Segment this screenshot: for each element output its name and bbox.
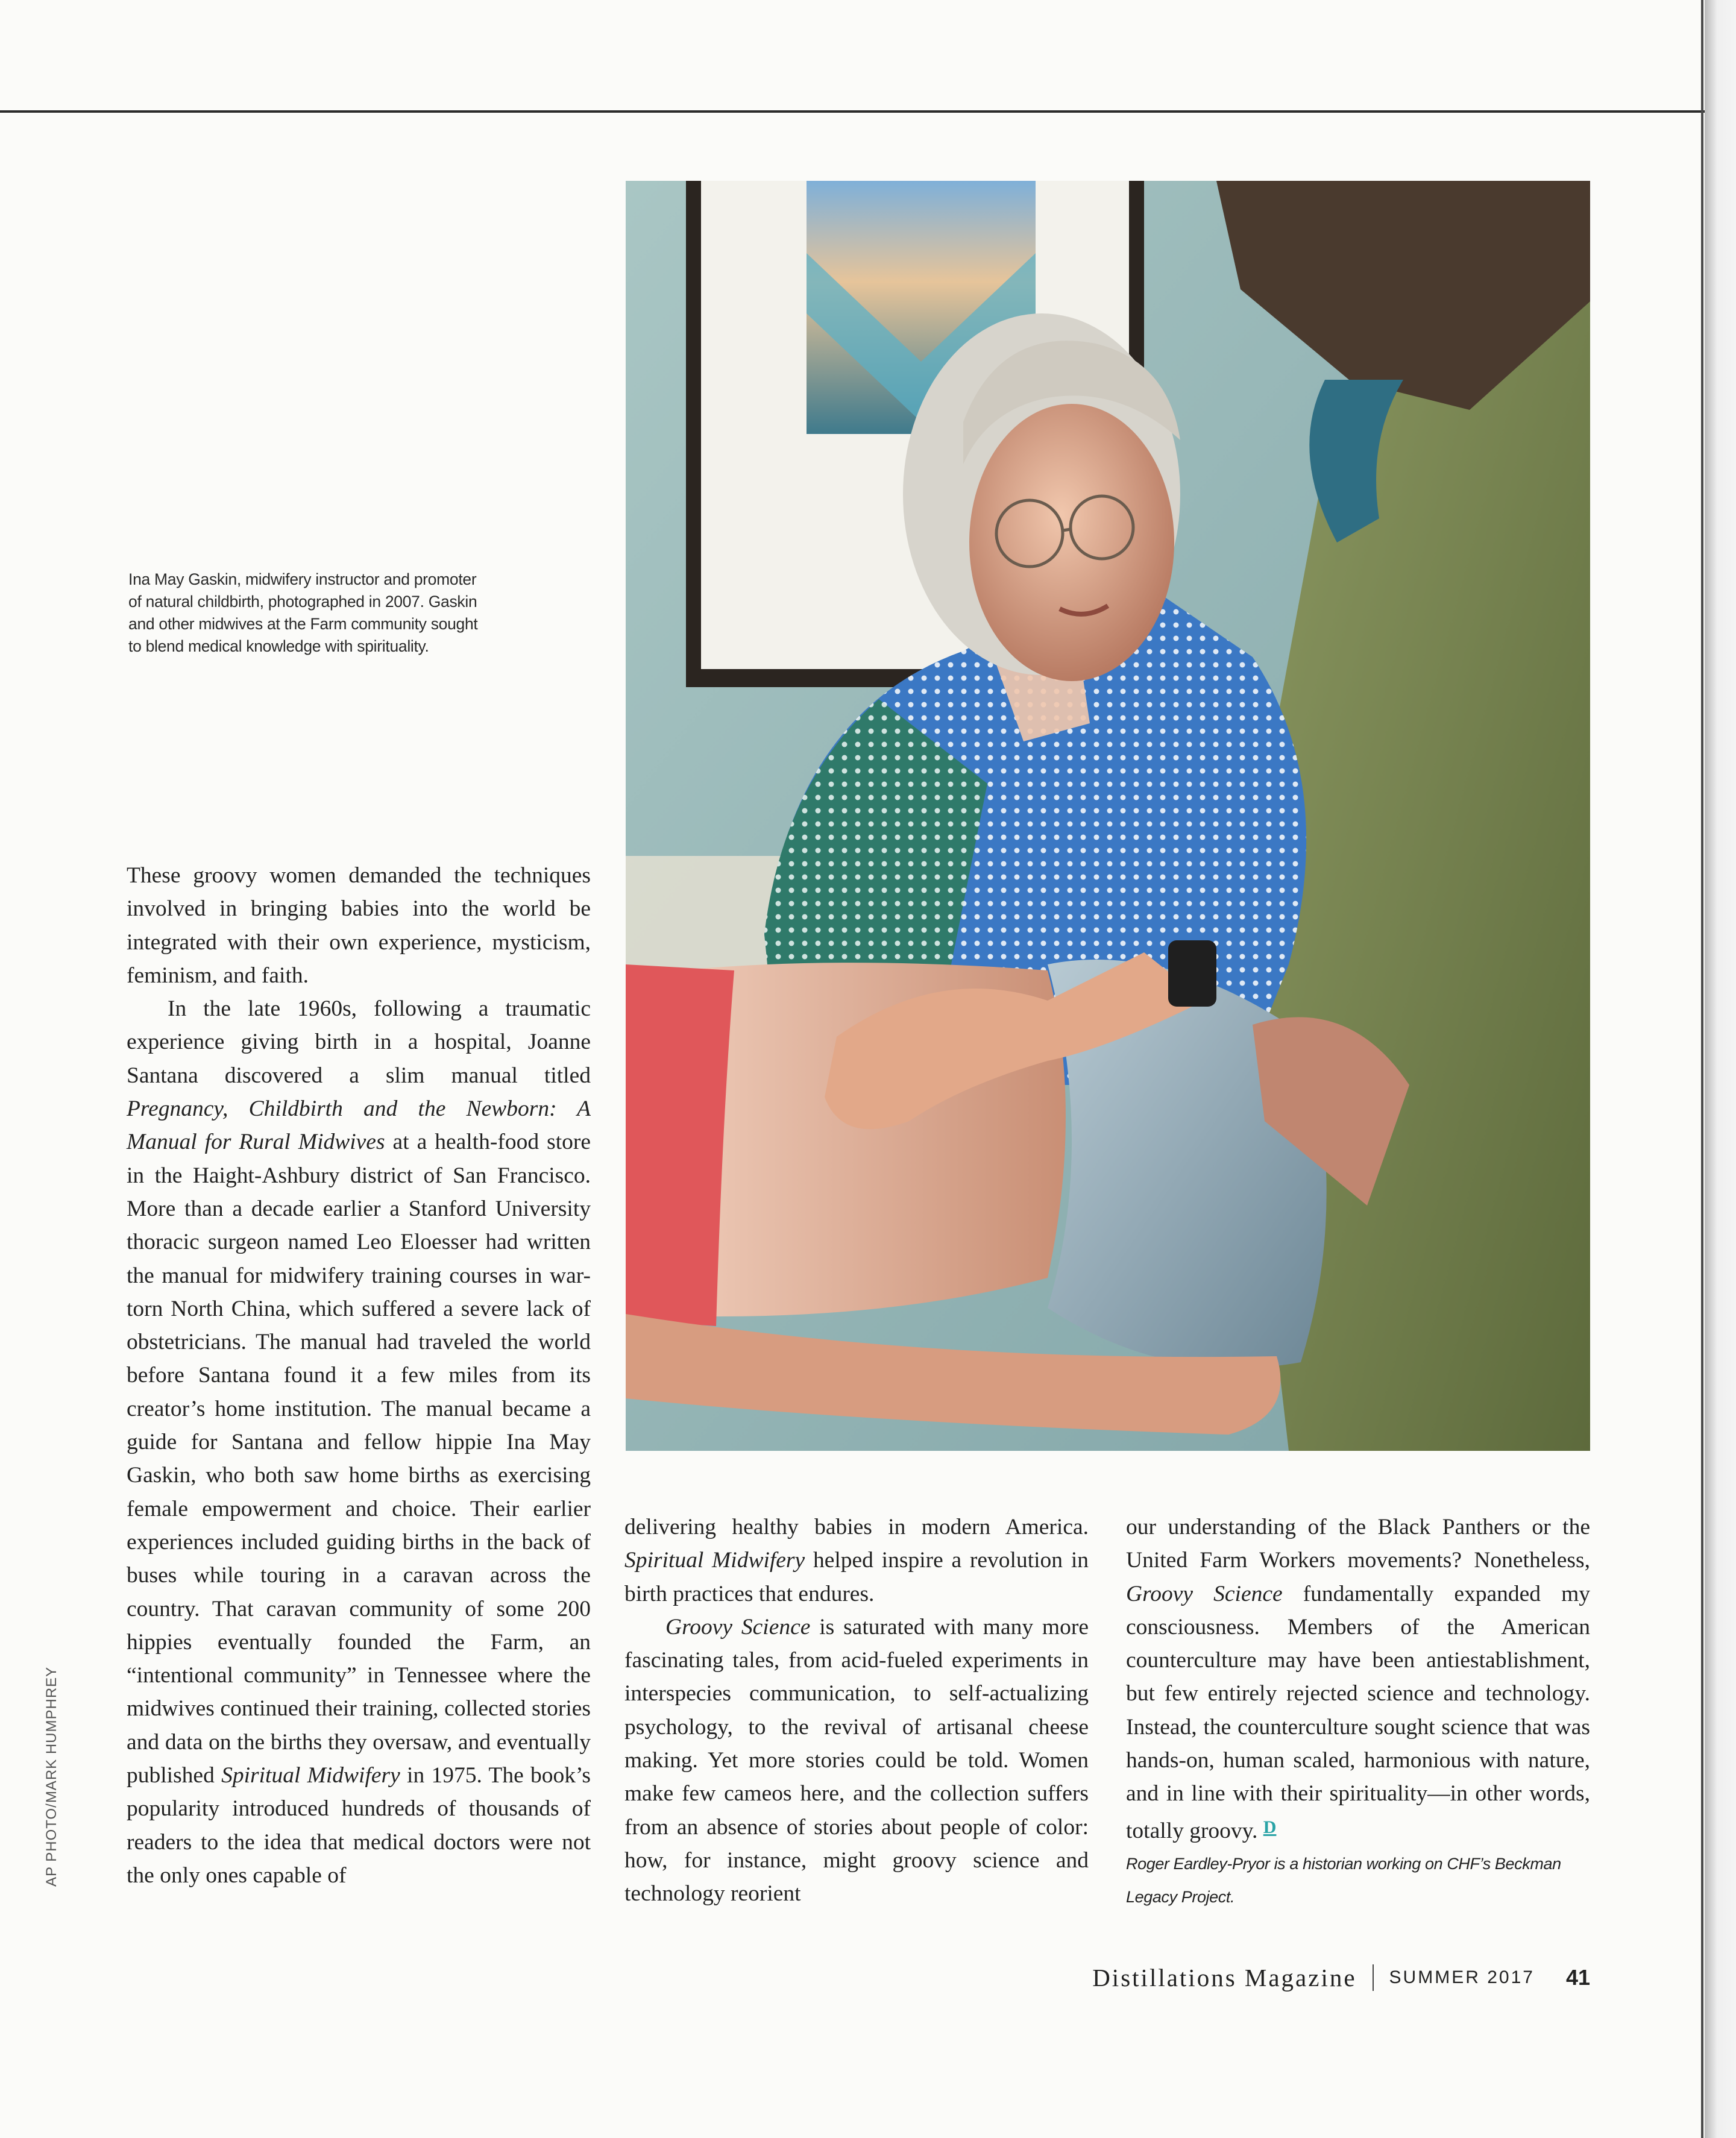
paragraph: Groovy Science is saturated with many more fascinating tales, from acid-fueled experiments in interspecies communication, to self-actualizing psychology, to the revival of artisanal cheese making. Yet more stories could be told. Women make few cameos here, and the collection suffers from an absence of stories about people of color: how, for instance, might groovy science and technology reorient <box>624 1614 1089 1907</box>
page-footer <box>1092 1963 1590 1993</box>
paragraph: delivering healthy babies in modern America. Spiritual Midwifery helped inspire a revolution in birth practices that endures. <box>624 1515 1089 1606</box>
footer-divider <box>1373 1964 1374 1991</box>
article-column-1 <box>127 859 591 1892</box>
photo-caption: Ina May Gaskin, midwifery instructor and promoter of natural childbirth, photographed in 2007. Gaskin and other midwives at the Farm community sought to blend medical knowledge with spirituality. <box>128 570 478 655</box>
paragraph: our understanding of the Black Panthers or the United Farm Workers movements? Nonetheless, Groovy Science fundamentally expanded my consciousness. Members of the American counterculture may have been antiestablishment, but few entirely rejected science and technology. Instead, the counterculture sought science that was hands-on, human scaled, harmonious with nature, and in line with their spirituality—in other words, totally groovy. $^D$ <box>1126 1515 1590 1843</box>
book-title: Pregnancy, Childbirth and the Newborn: A Manual for Rural Midwives <box>127 1096 591 1155</box>
magazine-name: Distillations Magazine <box>1092 1964 1357 1992</box>
photo-midwife-examination <box>626 181 1590 1451</box>
author-bio: Roger Eardley-Pryor is a historian working on CHF’s Beckman Legacy Project. <box>1126 1854 1561 1906</box>
top-rule <box>0 110 1705 113</box>
article-column-2 <box>624 1511 1089 1911</box>
photo-credit: AP PHOTO/MARK HUMPHREY <box>43 1666 60 1887</box>
end-mark-icon: D <box>1263 1817 1277 1837</box>
book-title: Groovy Science <box>665 1614 811 1640</box>
issue-label: SUMMER 2017 <box>1389 1967 1535 1987</box>
article-column-3 <box>1126 1511 1590 1914</box>
paragraph: These groovy women demanded the techniques involved in bringing babies into the world be integrated with their own experience, mysticism, feminism, and faith. <box>127 863 591 988</box>
page-edge-line <box>1701 0 1703 2138</box>
paragraph: In the late 1960s, following a traumatic experience giving birth in a hospital, Joanne Santana discovered a slim manual titled Pregnancy, Childbirth and the Newborn: A Manual for Rural Midwives at a health-food store in the Haight-Ashbury district of San Francisco. More than a decade earlier a Stanford University thoracic surgeon named Leo Eloesser had written the manual for midwifery training courses in war-torn North China, which suffered a severe lack of obstetricians. The manual had traveled the world before Santana found it a few miles from its creator’s home institution. The manual became a guide for Santana and fellow hippie Ina May Gaskin, who both saw home births as exercising female empowerment and choice. Their earlier experiences included guiding births in the back of buses while touring in a caravan across the country. That caravan community of some 200 hippies eventually founded the Farm, an “intentional community” in Tennessee where the midwives continued their training, collected stories and data on the births they oversaw, and eventually published Spiritual Midwifery in 1975. The book’s popularity introduced hundreds of thousands of readers to the idea that medical doctors were not the only ones capable of <box>127 996 591 1888</box>
scan-edge <box>1705 0 1736 2138</box>
page-number: 41 <box>1565 1965 1590 1990</box>
book-title: Groovy Science <box>1126 1581 1283 1606</box>
book-title: Spiritual Midwifery <box>624 1548 805 1573</box>
book-title: Spiritual Midwifery <box>221 1763 400 1788</box>
